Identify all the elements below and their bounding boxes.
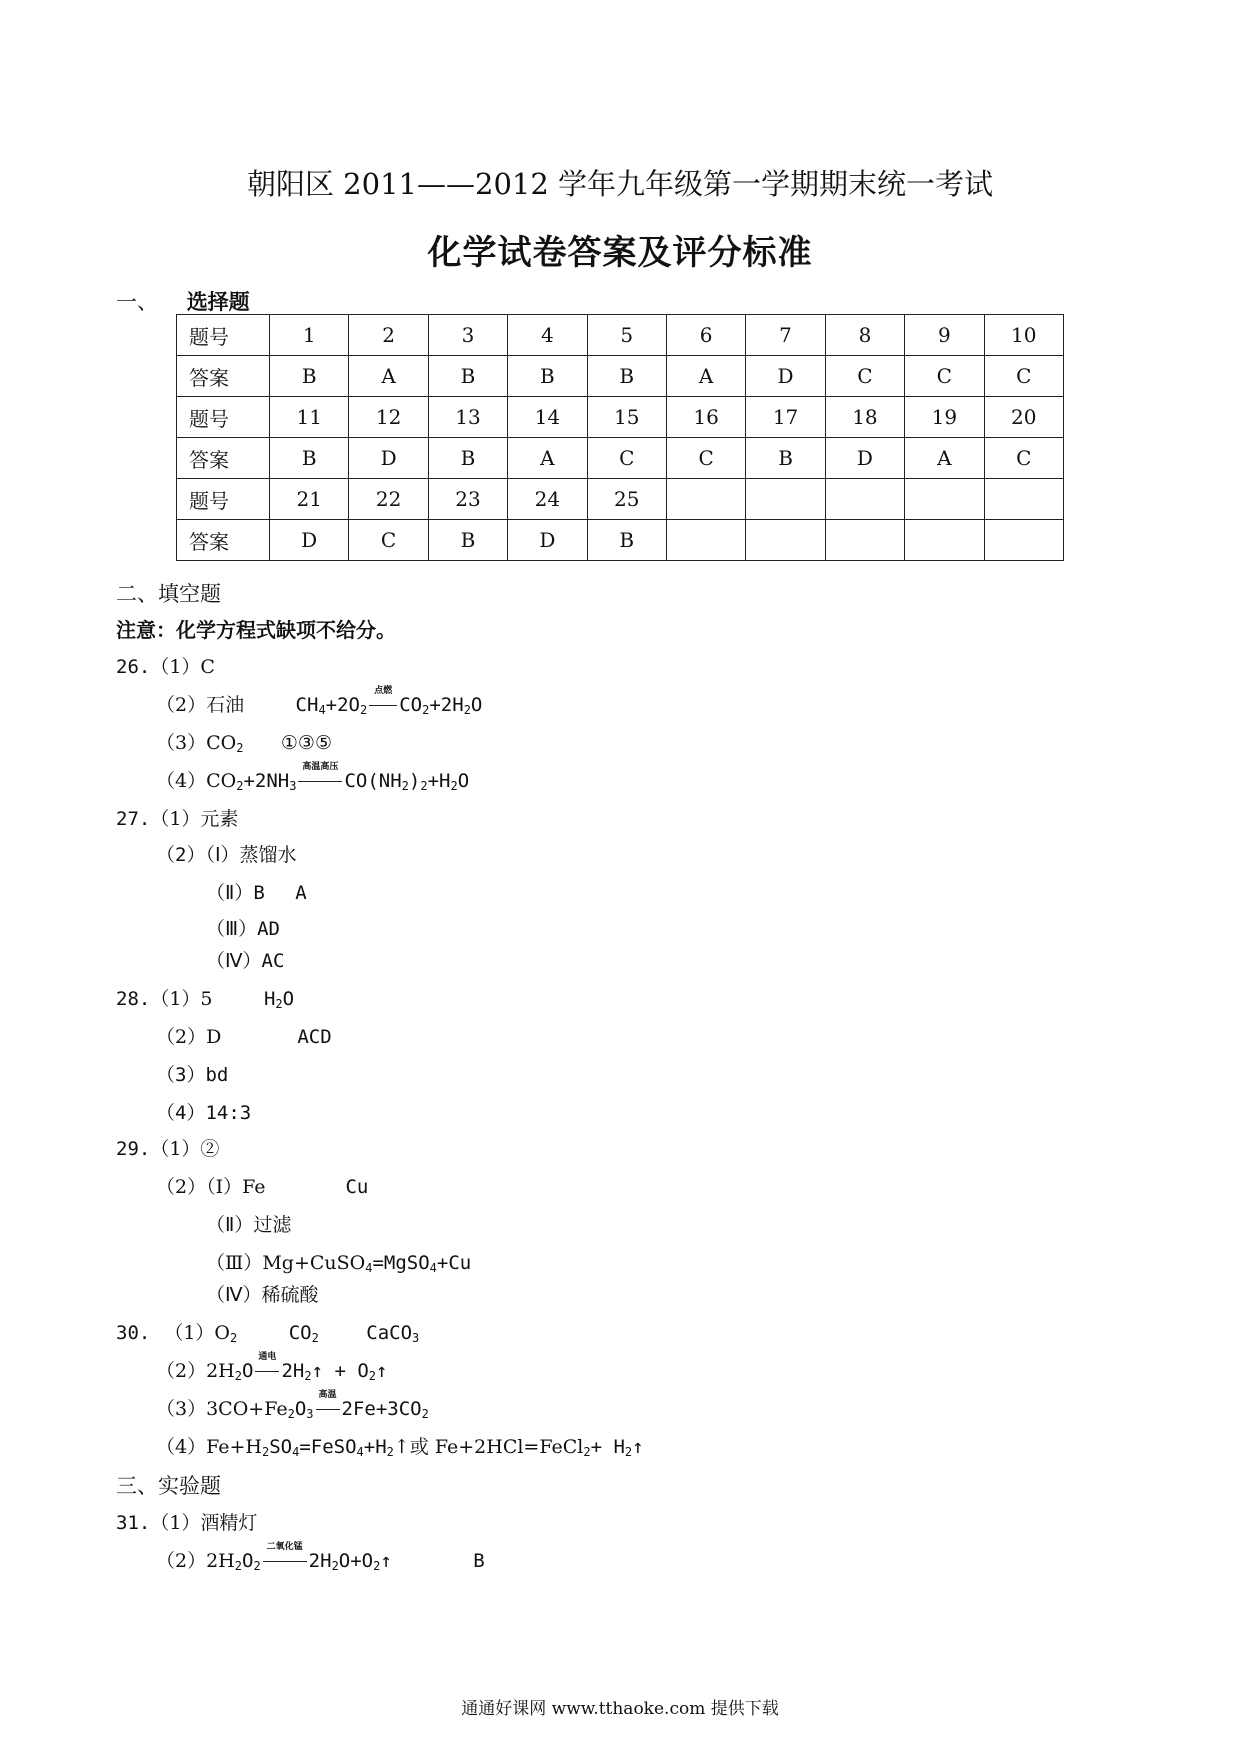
row-label-answer: 答案 — [177, 438, 270, 479]
table-row — [177, 520, 1064, 561]
answer-cell: B — [587, 520, 666, 561]
row-label-answer: 答案 — [177, 520, 270, 561]
answer-cell: A — [349, 356, 428, 397]
question-number-cell: 11 — [270, 397, 349, 438]
q30-line4 — [156, 1432, 644, 1459]
q26-answer-3a: （3）CO — [156, 732, 237, 754]
subscript: 2 — [275, 997, 283, 1011]
q30-number: 30. — [116, 1322, 151, 1344]
reaction-condition-group — [296, 762, 344, 792]
subscript: 2 — [230, 1331, 238, 1345]
formula-text: O — [457, 770, 470, 792]
formula-text: O — [282, 988, 295, 1010]
answer-cell: A — [508, 438, 587, 479]
exam-title: 朝阳区 2011——2012 学年九年级第一学期期末统一考试 — [246, 167, 994, 201]
subscript: 2 — [311, 1331, 319, 1345]
section-2-heading: 二、填空题 — [116, 582, 221, 606]
formula-text: O+O — [338, 1550, 374, 1572]
subscript: 2 — [360, 703, 368, 717]
formula-text: ↑ — [380, 1550, 392, 1572]
answer-key-title: 化学试卷答案及评分标准 — [427, 233, 813, 273]
formula-text: O — [470, 694, 483, 716]
answer-cell: B — [587, 356, 666, 397]
reaction-arrow-line — [369, 705, 397, 706]
subscript: 2 — [261, 1445, 270, 1459]
formula-text: CO — [399, 694, 423, 716]
q26-line4 — [156, 762, 470, 793]
question-number-cell: 21 — [270, 479, 349, 520]
q29-line4 — [206, 1248, 471, 1275]
row-label-answer: 答案 — [177, 356, 270, 397]
section-1-number: 一、 — [116, 290, 158, 314]
q27-line1 — [116, 804, 238, 831]
formula-text: （1）O — [164, 1322, 230, 1344]
formula-text: + H — [590, 1436, 625, 1458]
subscript: 2 — [450, 779, 458, 793]
reaction-condition-group — [314, 1390, 342, 1420]
answer-cell: C — [825, 356, 904, 397]
question-number-cell: 12 — [349, 397, 428, 438]
answer-cell: B — [428, 438, 507, 479]
subscript: 2 — [386, 1445, 394, 1459]
section-3-heading: 三、实验题 — [116, 1474, 221, 1498]
subscript: 2 — [287, 1407, 295, 1421]
row-label-question: 题号 — [177, 397, 270, 438]
formula-text: （2）2H — [156, 1550, 235, 1572]
question-number-cell: 6 — [666, 315, 745, 356]
question-number-cell: 15 — [587, 397, 666, 438]
subscript: 2 — [331, 1559, 339, 1573]
answer-cell — [825, 520, 904, 561]
question-number-cell: 1 — [270, 315, 349, 356]
reaction-condition-group — [253, 1352, 281, 1382]
subscript: 2 — [463, 703, 471, 717]
subscript: 3 — [289, 779, 297, 793]
subscript: 3 — [412, 1331, 420, 1345]
q29-number: 29. — [116, 1138, 151, 1160]
q26-line2 — [156, 686, 483, 717]
formula-text: （2）（Ⅰ）Fe — [156, 1176, 266, 1198]
question-number-cell: 16 — [666, 397, 745, 438]
answer-cell: C — [984, 438, 1063, 479]
answer-cell: B — [428, 356, 507, 397]
table-row — [177, 315, 1064, 356]
q30-line2 — [156, 1352, 388, 1383]
question-number-cell: 2 — [349, 315, 428, 356]
q27-line2: （2）（Ⅰ）蒸馏水 — [156, 844, 297, 866]
question-number-cell: 22 — [349, 479, 428, 520]
subscript: 2 — [583, 1445, 591, 1459]
answer-cell — [984, 520, 1063, 561]
question-number-cell: 17 — [746, 397, 825, 438]
question-number-cell — [666, 479, 745, 520]
answer-cell: B — [508, 356, 587, 397]
question-number-cell: 9 — [905, 315, 984, 356]
formula-text: ↑ — [376, 1360, 388, 1382]
question-number-cell: 18 — [825, 397, 904, 438]
subscript: 3 — [306, 1407, 314, 1421]
q28-line1 — [116, 984, 294, 1011]
q27-line4: （Ⅲ）AD — [206, 918, 280, 940]
formula-text: +Cu — [436, 1252, 472, 1274]
answer-cell — [905, 520, 984, 561]
subscript: 2 — [234, 1559, 242, 1573]
reaction-arrow-line — [298, 781, 342, 782]
q30-line1 — [116, 1318, 419, 1345]
formula-text: （3）3CO+Fe — [156, 1398, 288, 1420]
formula-text: 2H — [281, 1360, 305, 1382]
answer-cell: B — [270, 356, 349, 397]
q26-answer-1: （1）C — [150, 656, 215, 678]
question-number-cell: 3 — [428, 315, 507, 356]
question-number-cell: 10 — [984, 315, 1063, 356]
q31-number: 31. — [116, 1512, 151, 1534]
question-number-cell — [746, 479, 825, 520]
subscript: 2 — [236, 741, 244, 755]
question-number-cell: 5 — [587, 315, 666, 356]
formula-text: （1）5 — [150, 988, 213, 1010]
answer-cell: C — [349, 520, 428, 561]
answer-table — [176, 314, 1064, 561]
formula-text: Cu — [345, 1176, 369, 1198]
q26-equation-2 — [295, 686, 483, 717]
formula-text: CH — [295, 694, 319, 716]
formula-text: H — [263, 988, 276, 1010]
answer-cell: B — [746, 438, 825, 479]
formula-text: O — [294, 1398, 307, 1420]
subscript: 2 — [368, 1369, 376, 1383]
subscript: 2 — [236, 779, 244, 793]
q28-line2 — [156, 1022, 332, 1049]
question-number-cell: 7 — [746, 315, 825, 356]
question-number-cell: 20 — [984, 397, 1063, 438]
reaction-condition: 高温 — [318, 1390, 337, 1400]
formula-text: =FeSO — [299, 1436, 357, 1458]
reaction-arrow-line — [316, 1409, 340, 1410]
reaction-arrow-line — [263, 1561, 307, 1562]
row-label-question: 题号 — [177, 479, 270, 520]
subscript: 2 — [373, 1559, 381, 1573]
row-label-question: 题号 — [177, 315, 270, 356]
reaction-condition-group — [367, 686, 399, 716]
q31-line2 — [156, 1542, 485, 1573]
reaction-condition: 二氧化锰 — [266, 1542, 303, 1552]
formula-text: +2O — [325, 694, 360, 716]
formula-text: （Ⅲ）Mg+CuSO — [206, 1252, 366, 1274]
q29-line2 — [156, 1172, 368, 1199]
formula-text: O — [241, 1360, 254, 1382]
formula-text: O — [241, 1550, 254, 1572]
formula-text: =MgSO — [372, 1252, 430, 1274]
formula-text: SO — [269, 1436, 293, 1458]
question-number-cell — [984, 479, 1063, 520]
formula-text: ACD — [297, 1026, 332, 1048]
answer-cell: D — [508, 520, 587, 561]
question-number-cell: 8 — [825, 315, 904, 356]
q26-answer-2a: （2）石油 — [156, 694, 245, 716]
footer: 通通好课网 www.tthaoke.com 提供下载 — [461, 1699, 779, 1719]
formula-text: （2）D — [156, 1026, 222, 1048]
q27-line3: （Ⅱ）B A — [206, 882, 307, 904]
subscript: 4 — [365, 1261, 373, 1275]
subscript: 2 — [422, 703, 430, 717]
formula-text: ↑或 Fe+2HCl=FeCl — [393, 1436, 584, 1458]
formula-text: CO(NH — [344, 770, 402, 792]
q27-answer-1: （1）元素 — [150, 808, 239, 830]
question-number-cell — [825, 479, 904, 520]
answer-cell: A — [666, 356, 745, 397]
subscript: 4 — [318, 703, 326, 717]
formula-text: CO — [288, 1322, 312, 1344]
q27-number: 27. — [116, 808, 151, 830]
answer-cell: D — [746, 356, 825, 397]
question-number-cell: 14 — [508, 397, 587, 438]
formula-text: +2NH — [243, 770, 290, 792]
q28-line3: （3）bd — [156, 1064, 229, 1086]
note: 注意：化学方程式缺项不给分。 — [116, 618, 396, 642]
reaction-condition: 点燃 — [374, 686, 393, 696]
formula-text: B — [473, 1550, 485, 1572]
formula-text: ) — [408, 770, 421, 792]
section-1-heading — [116, 286, 250, 316]
question-number-cell: 23 — [428, 479, 507, 520]
q28-line4: （4）14:3 — [156, 1102, 252, 1124]
question-number-cell: 19 — [905, 397, 984, 438]
subscript: 4 — [429, 1261, 437, 1275]
q28-number: 28. — [116, 988, 151, 1010]
answer-cell: C — [984, 356, 1063, 397]
question-number-cell — [905, 479, 984, 520]
answer-cell: C — [587, 438, 666, 479]
answer-cell: D — [349, 438, 428, 479]
subscript: 2 — [304, 1369, 312, 1383]
subscript: 2 — [624, 1445, 633, 1459]
table-row — [177, 438, 1064, 479]
subscript: 2 — [253, 1559, 261, 1573]
q29-line5: （Ⅳ）稀硫酸 — [206, 1284, 319, 1306]
answer-cell: D — [825, 438, 904, 479]
answer-cell: C — [666, 438, 745, 479]
answer-cell: D — [270, 520, 349, 561]
q31-line1 — [116, 1508, 257, 1535]
answer-cell — [666, 520, 745, 561]
formula-text: +2H — [429, 694, 464, 716]
reaction-arrow-line — [255, 1371, 279, 1372]
answer-cell: C — [905, 356, 984, 397]
formula-text: 2H — [308, 1550, 332, 1572]
answer-cell — [746, 520, 825, 561]
question-number-cell: 24 — [508, 479, 587, 520]
formula-text: （4）Fe+H — [156, 1436, 262, 1458]
formula-text: 2Fe+3CO — [341, 1398, 422, 1420]
subscript: 2 — [421, 1407, 429, 1421]
q29-line1 — [116, 1134, 219, 1161]
q26-line1 — [116, 652, 215, 679]
formula-text: ↑ — [632, 1436, 644, 1458]
q30-line3 — [156, 1390, 429, 1421]
answer-cell: B — [270, 438, 349, 479]
subscript: 2 — [420, 779, 428, 793]
subscript: 2 — [234, 1369, 242, 1383]
section-1-title: 选择题 — [186, 289, 250, 314]
q26-answer-3b: ①③⑤ — [280, 732, 332, 754]
answer-cell: B — [428, 520, 507, 561]
reaction-condition: 通电 — [258, 1352, 277, 1362]
q26-line3 — [156, 728, 332, 755]
table-row — [177, 397, 1064, 438]
subscript: 4 — [292, 1445, 300, 1459]
formula-text: +H — [363, 1436, 387, 1458]
subscript: 4 — [356, 1445, 364, 1459]
q27-line5: （Ⅳ）AC — [206, 950, 285, 972]
answer-cell: A — [905, 438, 984, 479]
formula-text: （4）CO — [156, 770, 237, 792]
formula-text: （2）2H — [156, 1360, 235, 1382]
formula-text — [264, 988, 294, 1010]
formula-text: ↑ + O — [311, 1360, 369, 1382]
q29-line3: （Ⅱ）过滤 — [206, 1214, 292, 1236]
reaction-condition-group — [261, 1542, 309, 1572]
question-number-cell: 25 — [587, 479, 666, 520]
q26-number: 26. — [116, 656, 151, 678]
table-row — [177, 356, 1064, 397]
table-row — [177, 479, 1064, 520]
question-number-cell: 4 — [508, 315, 587, 356]
formula-text: +H — [427, 770, 451, 792]
subscript: 2 — [401, 779, 409, 793]
reaction-condition: 高温高压 — [302, 762, 339, 772]
formula-text: （1）酒精灯 — [150, 1512, 258, 1534]
formula-text: （1）② — [150, 1138, 220, 1160]
formula-text: CaCO — [366, 1322, 413, 1344]
question-number-cell: 13 — [428, 397, 507, 438]
